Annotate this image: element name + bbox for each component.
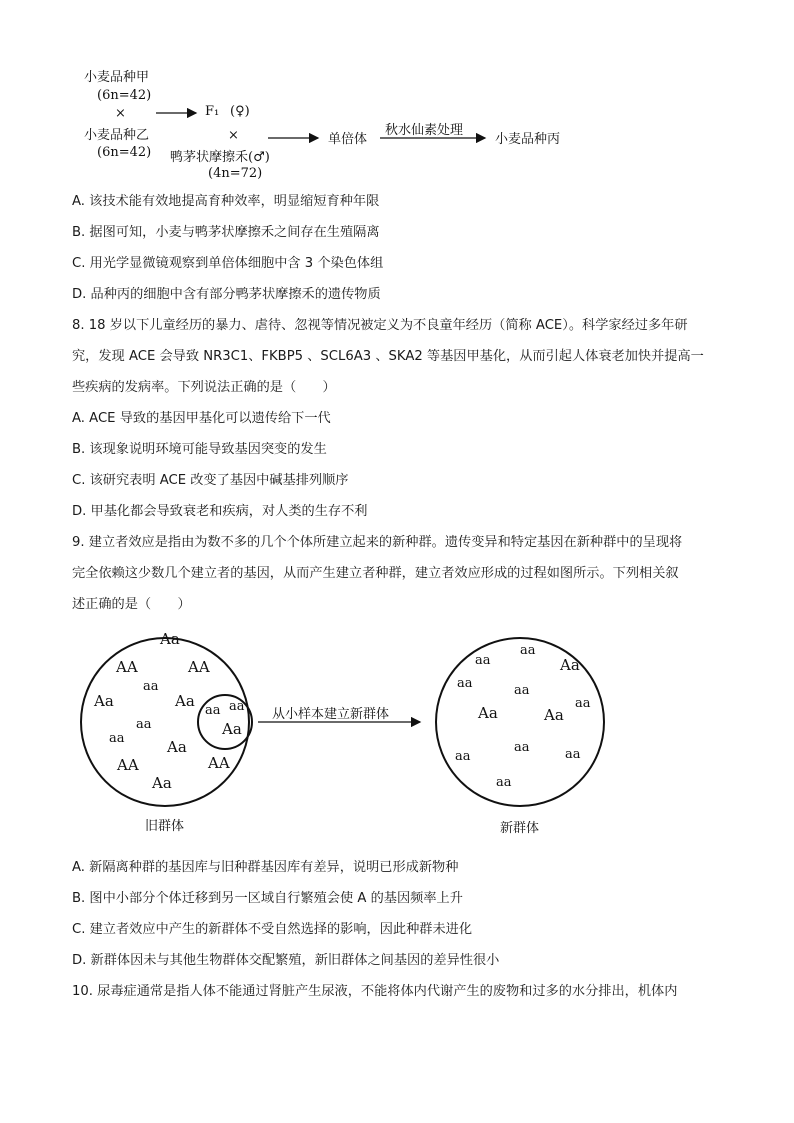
- old-genotype-5: Aa: [175, 692, 195, 710]
- q8-option-b: B. 该现象说明环境可能导致基因突变的发生: [72, 442, 327, 457]
- new-genotype-11: aa: [496, 775, 512, 790]
- sample-genotype-2: Aa: [222, 720, 242, 738]
- old-genotype-7: aa: [109, 731, 125, 746]
- q9-option-b: B. 图中小部分个体迁移到另一区域自行繁殖会使 A 的基因频率上升: [72, 891, 463, 906]
- q8-option-a: A. ACE 导致的基因甲基化可以遗传给下一代: [72, 411, 331, 426]
- old-genotype-2: AA: [188, 658, 210, 676]
- q9-option-d: D. 新群体因未与其他生物群体交配繁殖，新旧群体之间基因的差异性很小: [72, 953, 500, 968]
- new-genotype-8: aa: [455, 749, 471, 764]
- grass-label: 鸭茅状摩擦禾(♂): [170, 150, 270, 165]
- new-genotype-10: aa: [565, 747, 581, 762]
- grass-chromosome: (4n=72): [208, 166, 263, 181]
- new-genotype-6: Aa: [478, 704, 498, 722]
- q8-stem-line-1: 8. 18 岁以下儿童经历的暴力、虐待、忽视等情况被定义为不良童年经历（简称 ACE）。科学家经过多年研: [72, 318, 688, 333]
- wheat-b-label: 小麦品种乙: [84, 128, 150, 143]
- breeding-arrows: [0, 0, 794, 200]
- sample-genotype-0: aa: [205, 703, 221, 718]
- old-population-label: 旧群体: [145, 819, 185, 834]
- wheat-c-label: 小麦品种丙: [495, 132, 561, 147]
- cross-symbol: ×: [115, 106, 126, 121]
- q9-stem-line-1: 9. 建立者效应是指由为数不多的几个个体所建立起来的新种群。遗传变异和特定基因在新种群中的呈现将: [72, 535, 683, 550]
- q8-stem-line-2: 究，发现 ACE 会导致 NR3C1、FKBP5 、SCL6A3 、SKA2 等基因甲基化，从而引起人体衰老加快并提高一: [72, 349, 704, 364]
- old-genotype-9: AA: [117, 756, 139, 774]
- haploid-label: 单倍体: [328, 132, 368, 147]
- old-genotype-4: Aa: [94, 692, 114, 710]
- q10-stem-line-1: 10. 尿毒症通常是指人体不能通过肾脏产生尿液，不能将体内代谢产生的废物和过多的水分排出，机体内: [72, 984, 678, 999]
- new-genotype-4: aa: [514, 683, 530, 698]
- treatment-label: 秋水仙素处理: [385, 123, 464, 138]
- new-genotype-0: aa: [475, 653, 491, 668]
- q8-option-d: D. 甲基化都会导致衰老和疾病，对人类的生存不利: [72, 504, 368, 519]
- old-genotype-3: aa: [143, 679, 159, 694]
- founder-effect-diagram: [0, 620, 794, 850]
- f1-sex-label: (♀): [230, 104, 250, 119]
- new-genotype-7: Aa: [544, 706, 564, 724]
- cross-symbol-2: ×: [228, 128, 239, 143]
- q9-option-c: C. 建立者效应中产生的新群体不受自然选择的影响，因此种群未进化: [72, 922, 473, 937]
- new-genotype-1: aa: [520, 643, 536, 658]
- new-genotype-3: aa: [457, 676, 473, 691]
- old-genotype-0: Aa: [160, 630, 180, 648]
- old-genotype-6: aa: [136, 717, 152, 732]
- new-population-label: 新群体: [500, 821, 540, 836]
- old-genotype-1: AA: [116, 658, 138, 676]
- wheat-b-chromosome: (6n=42): [97, 145, 152, 160]
- sample-genotype-1: aa: [229, 699, 245, 714]
- new-genotype-5: aa: [575, 696, 591, 711]
- wheat-a-label: 小麦品种甲: [84, 70, 150, 85]
- q9-option-a: A. 新隔离种群的基因库与旧种群基因库有差异，说明已形成新物种: [72, 860, 459, 875]
- new-genotypes: [455, 643, 591, 790]
- old-genotype-11: Aa: [152, 774, 172, 792]
- q9-stem-line-2: 完全依赖这少数几个建立者的基因，从而产生建立者种群，建立者效应形成的过程如图所示。下列相关叙: [72, 566, 679, 581]
- q7-option-b: B. 据图可知，小麦与鸭茅状摩擦禾之间存在生殖隔离: [72, 225, 380, 240]
- wheat-a-chromosome: (6n=42): [97, 88, 152, 103]
- q8-stem-line-3: 些疾病的发病率。下列说法正确的是（ ）: [72, 380, 336, 395]
- q7-option-a: A. 该技术能有效地提高育种效率，明显缩短育种年限: [72, 194, 380, 209]
- sample-genotypes: [205, 699, 245, 738]
- new-genotype-9: aa: [514, 740, 530, 755]
- old-genotype-10: AA: [208, 754, 230, 772]
- old-genotype-8: Aa: [167, 738, 187, 756]
- new-genotype-2: Aa: [560, 656, 580, 674]
- q7-option-c: C. 用光学显微镜观察到单倍体细胞中含 3 个染色体组: [72, 256, 384, 271]
- founder-arrow-label: 从小样本建立新群体: [272, 707, 390, 722]
- q7-option-d: D. 品种丙的细胞中含有部分鸭茅状摩擦禾的遗传物质: [72, 287, 381, 302]
- q8-option-c: C. 该研究表明 ACE 改变了基因中碱基排列顺序: [72, 473, 349, 488]
- f1-label: F₁: [205, 104, 220, 119]
- q9-stem-line-3: 述正确的是（ ）: [72, 597, 191, 612]
